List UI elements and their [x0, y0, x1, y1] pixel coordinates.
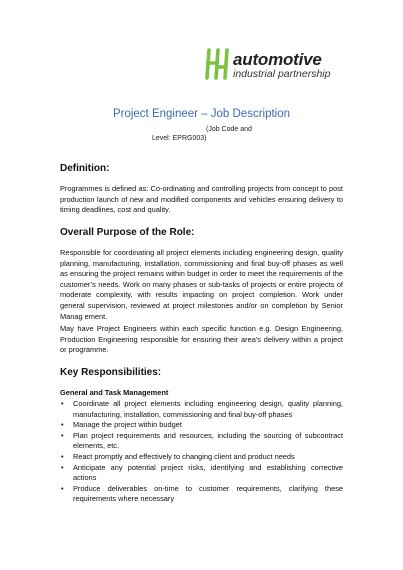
bullet-icon: •	[61, 462, 64, 472]
definition-heading: Definition:	[60, 163, 110, 174]
bullet-icon: •	[61, 451, 64, 461]
purpose-paragraph-1: Responsible for coordinating all project elements including engineering design, quality planning, manufacturing, installation, commissioning and final buy-off phases as well as ensuring the project remains within budget in order to meet the requirements of the customer’s needs. Work on many phases or sub-tasks of projects or entire projects of moderate complexity, with results impacting on project completion. Work under general supervision, reviewed at project milestones and/or on completion by Senior Manag ement.	[60, 248, 343, 321]
responsibilities-subheading: General and Task Management	[60, 388, 169, 397]
bullet-icon: •	[61, 430, 64, 440]
list-item	[60, 463, 343, 484]
bullet-icon: •	[61, 399, 64, 408]
list-item	[60, 484, 343, 505]
list-item	[60, 431, 343, 452]
job-code	[152, 125, 282, 143]
purpose-paragraph-2: May have Project Engineers within each specific function e.g. Design Engineering, Production Engineering responsible for ensuring their area's delivery within a project or programme.	[60, 324, 343, 355]
logo-mark-icon	[203, 46, 233, 82]
page-title: Project Engineer – Job Description	[112, 108, 291, 120]
job-code-line2: Level: EPRG003)	[152, 135, 207, 142]
list-item	[60, 452, 343, 463]
job-code-line1: (Job Code and	[206, 126, 252, 133]
company-logo	[203, 44, 353, 88]
logo-text-automotive: automotive	[233, 50, 322, 69]
list-item-text: React promptly and effectively to changing client and product needs	[73, 451, 295, 461]
list-item-text: Anticipate any potential project risks, identifying and establishing corrective actions	[73, 462, 343, 483]
list-item-text: Produce deliverables on-time to customer requirements, clarifying these requirements where necessary	[73, 483, 343, 504]
list-item	[60, 420, 343, 431]
definition-text: Programmes is defined as: Co-ordinating and controlling projects from concept to post production launch of new and modified components and vehicles ensuring delivery to timing deadlines, cost and quality.	[60, 184, 343, 215]
list-item-text: Manage the project within budget	[73, 420, 182, 430]
responsibilities-heading: Key Responsibilities:	[60, 367, 162, 378]
responsibilities-list	[60, 399, 343, 505]
list-item	[60, 399, 343, 420]
logo-text-industrial-partnership: industrial partnership	[233, 68, 331, 80]
bullet-icon: •	[61, 420, 64, 430]
list-item-text: Coordinate all project elements including engineering design, quality planning, manufacturing, installation, commissioning and final buy-off phases	[73, 399, 343, 419]
list-item-text: Plan project requirements and resources, including the sourcing of subcontract elements, etc.	[73, 430, 343, 451]
bullet-icon: •	[61, 483, 64, 493]
purpose-heading: Overall Purpose of the Role:	[60, 227, 195, 238]
